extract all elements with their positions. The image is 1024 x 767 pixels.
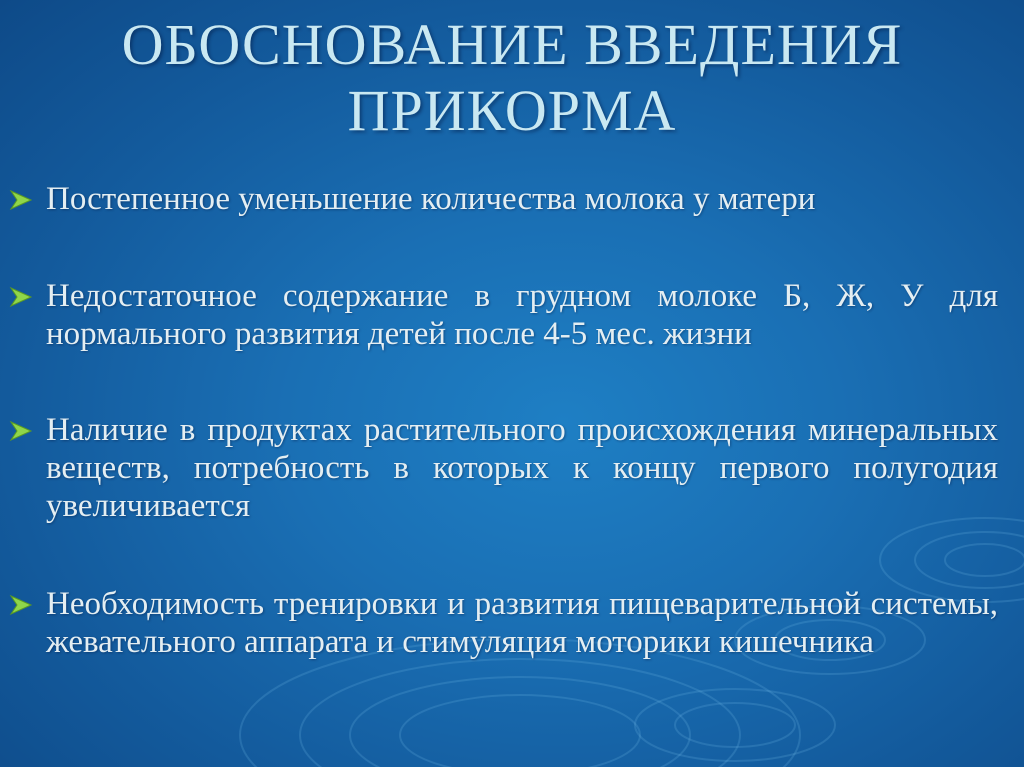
bullet-item [8, 180, 998, 218]
bullet-item [8, 585, 998, 661]
bullet-text: Наличие в продуктах растительного происхождения минеральных веществ, потребность в которых к концу первого полугодия увеличивается [46, 412, 998, 524]
arrowhead-bullet-icon [8, 593, 34, 617]
bullet-text: Недостаточное содержание в грудном молоке Б, Ж, У для нормального развития детей после 4-5 мес. жизни [46, 278, 998, 352]
bullet-item [8, 411, 998, 525]
arrowhead-bullet-icon [8, 419, 34, 443]
bullet-item [8, 277, 998, 353]
bullet-text: Необходимость тренировки и развития пищеварительной системы, жевательного аппарата и стимуляция моторики кишечника [46, 586, 998, 660]
arrowhead-bullet-icon [8, 285, 34, 309]
slide-title-line-1: ОБОСНОВАНИЕ ВВЕДЕНИЯ [121, 12, 903, 77]
arrowhead-bullet-icon [8, 188, 34, 212]
bullet-text: Постепенное уменьшение количества молока у матери [46, 181, 816, 217]
slide-title-line-2: ПРИКОРМА [347, 78, 677, 143]
